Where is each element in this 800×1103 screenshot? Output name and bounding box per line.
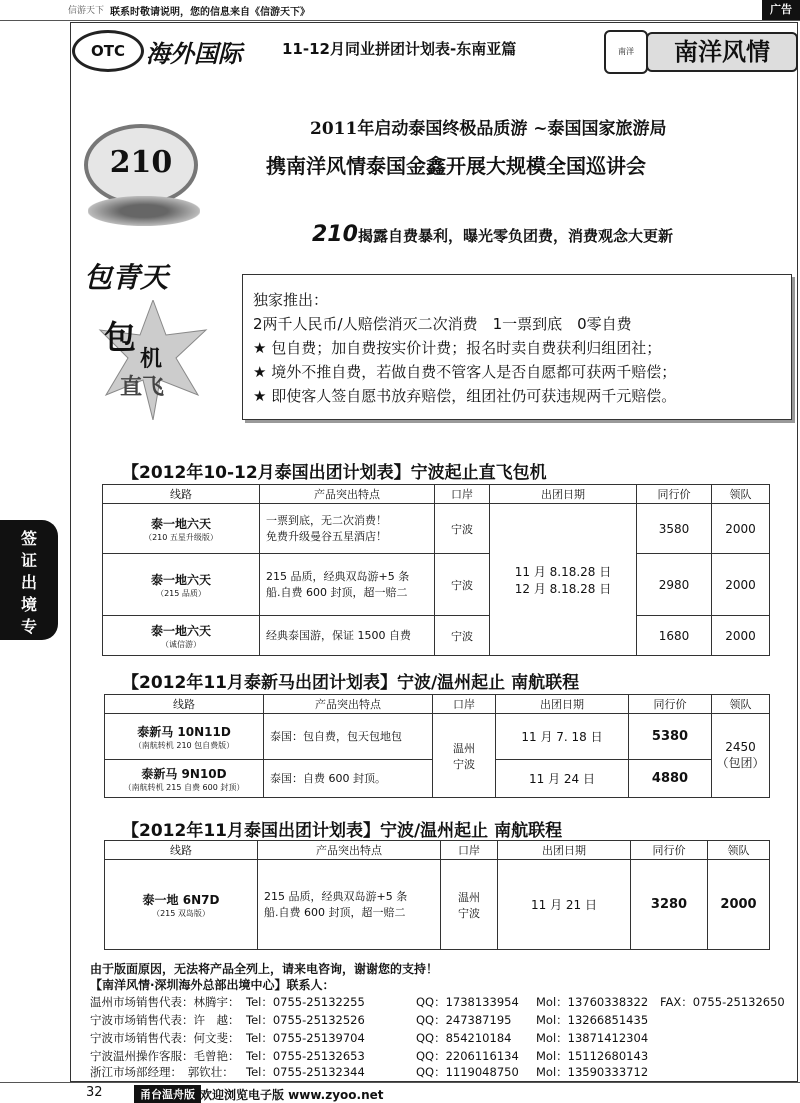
baoqingtian-title: 包青天 [84, 261, 169, 294]
route-sub: （215 双岛版） [152, 908, 210, 918]
contact-role: 宁波市场销售代表：何文斐： [90, 1031, 240, 1045]
contact-qq: QQ：854210184 [416, 1031, 512, 1045]
publication-logo: 信游天下 [68, 6, 105, 16]
col-header: 产品突出特点 [264, 695, 433, 714]
tab-char: 专 [20, 617, 37, 636]
company-name: 海外国际 [146, 40, 242, 68]
tab-char: 签 [20, 529, 37, 548]
leader-fee: 2450 [725, 740, 756, 754]
table-header-row [105, 841, 770, 860]
departure-dates: 11 月 7. 18 日 [496, 714, 629, 760]
contact-tel: Tel：0755-25139704 [246, 1031, 365, 1045]
route-name: 泰一地六天 [150, 516, 211, 531]
col-header: 线路 [105, 841, 258, 860]
contact-mol: Mol：13590333712 [536, 1065, 649, 1079]
otc-logo: OTC [72, 30, 144, 72]
footer-note: 由于版面原因，无法将产品全列上，请来电咨询，谢谢您的支持！ [90, 962, 439, 976]
contact-role: 宁波市场销售代表：许 越： [90, 1013, 240, 1027]
col-header: 领队 [712, 695, 770, 714]
ad-label: 广告 [762, 0, 800, 20]
source-message: 联系时敬请说明，您的信息来自《信游天下》 [110, 7, 310, 18]
feature-line: 船.自费 600 封顶，超一赔二 [264, 905, 406, 919]
table-header-row [105, 695, 770, 714]
col-header: 出团日期 [498, 841, 631, 860]
port: 温州 [458, 890, 480, 904]
slogan-text: 揭露自费暴利，曝光零负团费，消费观念大更新 [357, 227, 673, 245]
feature-line: 泰国：自费 600 封顶。 [264, 760, 433, 798]
port: 宁波 [435, 554, 490, 616]
col-header: 出团日期 [496, 695, 629, 714]
charter-char: 包 [104, 318, 137, 356]
route-sub: （210 五星升级版） [144, 532, 218, 542]
bottom-bar [0, 1082, 800, 1103]
peer-price: 5380 [629, 714, 712, 760]
contact-mol: Mol：13871412304 [536, 1031, 649, 1045]
contact-tel: Tel：0755-25132526 [246, 1013, 365, 1027]
col-header: 同行价 [629, 695, 712, 714]
col-header: 领队 [708, 841, 770, 860]
table-row [105, 714, 770, 760]
route-name: 泰新马 9N10D [141, 766, 227, 781]
col-header: 出团日期 [490, 485, 637, 504]
headline-line2: 携南洋风情泰国金鑫开展大规模全国巡讲会 [266, 154, 646, 178]
leader-fee: 2000 [712, 616, 770, 656]
contact-tel: Tel：0755-25132344 [246, 1065, 365, 1079]
banner-title: 11-12月同业拼团计划表-东南亚篇 [282, 40, 517, 58]
col-header: 线路 [103, 485, 260, 504]
feature-line: 免费升级曼谷五星酒店！ [266, 529, 387, 543]
contact-qq: QQ：1119048750 [416, 1065, 519, 1079]
side-category-tab [0, 520, 58, 640]
offer-line: 2两千人民币/人赔偿消灭二次消费 1一票到底 0零自费 [253, 315, 632, 333]
section2-title: 【2012年11月泰新马出团计划表】宁波/温州起止 南航联程 [122, 673, 580, 693]
feature-line: 一票到底，无二次消费！ [266, 513, 387, 527]
exclusive-offer-box [242, 274, 792, 420]
contact-role: 宁波温州操作客服：毛曾艳： [90, 1049, 240, 1063]
headline-line1: 2011年启动泰国终极品质游 ~泰国国家旅游局 [310, 119, 667, 139]
leader-note: （包团） [716, 756, 765, 770]
peer-price: 3280 [631, 860, 708, 950]
contacts-heading: 【南洋风情·深圳海外总部出境中心】联系人： [90, 978, 335, 992]
route-name: 泰一地六天 [150, 572, 211, 587]
port: 宁波 [435, 616, 490, 656]
col-header: 口岸 [435, 485, 490, 504]
col-header: 产品突出特点 [258, 841, 441, 860]
departure-dates: 11 月 8.18.28 日 [514, 564, 612, 579]
route-name: 泰一地六天 [150, 623, 211, 638]
contact-qq: QQ：247387195 [416, 1013, 512, 1027]
section3-table [104, 840, 770, 950]
port: 温州 [453, 741, 475, 755]
table-row [105, 860, 770, 950]
contact-qq: QQ：1738133954 [416, 995, 519, 1009]
col-header: 口岸 [441, 841, 498, 860]
contact-mol: Mol：13760338322 [536, 995, 649, 1009]
feature-line: 215 品质，经典双岛游+5 条 [264, 889, 408, 903]
medal-badge: 210 [84, 124, 198, 206]
route-name: 泰新马 10N11D [137, 724, 231, 739]
peer-price: 4880 [629, 760, 712, 798]
edition-label: 甬台温舟版 [134, 1085, 201, 1103]
col-header: 产品突出特点 [260, 485, 435, 504]
section1-table [102, 484, 770, 656]
route-sub: （南航转机 210 包自费版） [133, 740, 235, 750]
offer-line: ★ 包自费；加自费按实价计费；报名时卖自费获利归组团社； [253, 339, 662, 357]
port: 宁波 [435, 504, 490, 554]
route-sub: （南航转机 215 自费 600 封顶） [123, 782, 245, 792]
section1-title: 【2012年10-12月泰国出团计划表】宁波起止直飞包机 [122, 463, 547, 483]
col-header: 口岸 [433, 695, 496, 714]
slogan [312, 222, 673, 247]
contact-role: 浙江市场部经理： 郭钦壮： [90, 1065, 234, 1079]
col-header: 同行价 [637, 485, 712, 504]
page-number: 32 [86, 1085, 103, 1100]
leader-fee: 2000 [712, 554, 770, 616]
contact-role: 温州市场销售代表：林腾宇： [90, 995, 240, 1009]
peer-price: 1680 [637, 616, 712, 656]
contact-tel: Tel：0755-25132255 [246, 995, 365, 1009]
table-row [103, 504, 770, 554]
peer-price: 3580 [637, 504, 712, 554]
tab-char: 出 [20, 573, 37, 592]
offer-line: ★ 即使客人签自愿书放弃赔偿，组团社仍可获违规两千元赔偿。 [253, 387, 677, 405]
direct-flight-label: 直飞 [120, 375, 165, 400]
feature-line: 船.自费 600 封顶，超一赔二 [266, 585, 408, 599]
feature-line: 215 品质，经典双岛游+5 条 [266, 569, 410, 583]
contact-mol: Mol：15112680143 [536, 1049, 649, 1063]
leader-fee: 2000 [708, 860, 770, 950]
section2-table [104, 694, 770, 798]
peer-price: 2980 [637, 554, 712, 616]
website-link[interactable]: 欢迎浏览电子版 www.zyoo.net [200, 1088, 384, 1102]
table-header-row [103, 485, 770, 504]
nanyang-brand: 南洋风情 [646, 32, 798, 72]
route-name: 泰一地 6N7D [142, 892, 220, 907]
tab-char: 证 [20, 551, 37, 570]
departure-dates: 11 月 24 日 [496, 760, 629, 798]
port: 宁波 [458, 906, 480, 920]
feature-line: 泰国：包自费，包天包地包 [264, 714, 433, 760]
table-row [103, 616, 770, 656]
top-bar [0, 0, 800, 21]
nanyang-logo-icon: 南洋 [604, 30, 648, 74]
contact-tel: Tel：0755-25132653 [246, 1049, 365, 1063]
departure-dates: 11 月 21 日 [498, 860, 631, 950]
col-header: 同行价 [631, 841, 708, 860]
offer-line: 独家推出： [253, 291, 329, 309]
route-sub: （诚信游） [161, 639, 201, 649]
tab-char: 境 [20, 595, 37, 614]
leader-fee: 2000 [712, 504, 770, 554]
route-sub: （215 品质） [156, 588, 206, 598]
departure-dates: 12 月 8.18.28 日 [514, 581, 612, 596]
table-row [103, 554, 770, 616]
contact-qq: QQ：2206116134 [416, 1049, 519, 1063]
port: 宁波 [453, 757, 475, 771]
charter-char-2: 机 [140, 347, 163, 372]
col-header: 领队 [712, 485, 770, 504]
offer-line: ★ 境外不推自费，若做自费不管客人是否自愿都可获两千赔偿； [253, 363, 677, 381]
feature-line: 经典泰国游，保证 1500 自费 [260, 616, 435, 656]
section3-title: 【2012年11月泰国出团计划表】宁波/温州起止 南航联程 [122, 821, 563, 841]
contact-fax: FAX：0755-25132650 [660, 995, 785, 1009]
col-header: 线路 [105, 695, 264, 714]
contact-mol: Mol：13266851435 [536, 1013, 649, 1027]
slogan-number: 210 [312, 222, 358, 247]
laurel-icon [88, 196, 200, 226]
